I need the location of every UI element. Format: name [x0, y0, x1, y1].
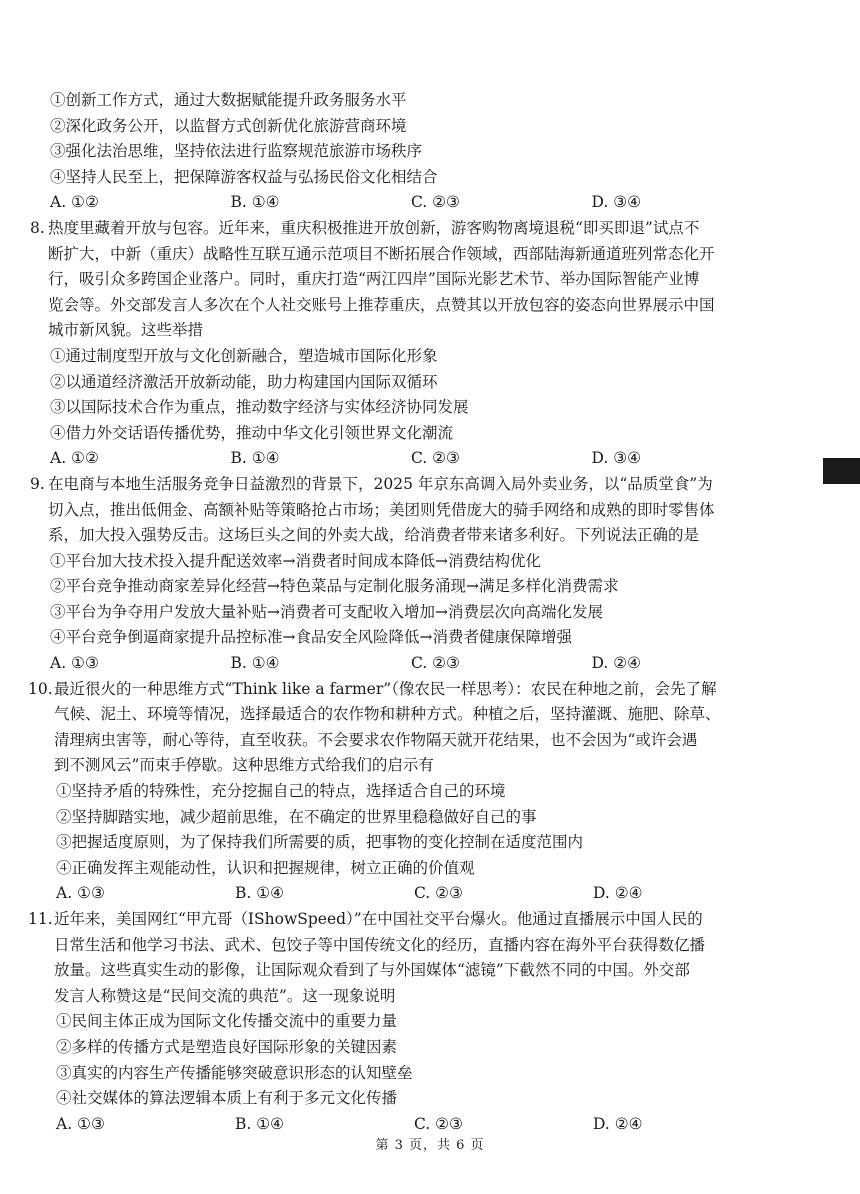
- option-line: ①民间主体正成为国际文化传播交流中的重要力量: [56, 1012, 398, 1031]
- answer-c[interactable]: C. ②③: [411, 449, 460, 468]
- answer-a[interactable]: A. ①②: [50, 193, 99, 212]
- page-footer: 第 3 页，共 6 页: [375, 1138, 485, 1153]
- option-line: ②平台竞争推动商家差异化经营→特色菜品与定制化服务涌现→满足多样化消费需求: [50, 577, 619, 596]
- option-line: ①坚持矛盾的特殊性，充分挖掘自己的特点，选择适合自己的环境: [56, 782, 506, 801]
- stem-line: 清理病虫害等，耐心等待，直至收获。不会要求农作物隔天就开花结果，也不会因为“或许会遇: [54, 730, 698, 749]
- option-line: ①创新工作方式，通过大数据赋能提升政务服务水平: [50, 91, 407, 109]
- question-8: [30, 216, 772, 344]
- answer-d[interactable]: D. ②④: [593, 884, 643, 903]
- option-line: ③强化法治思维，坚持依法进行监察规范旅游市场秩序: [50, 142, 423, 161]
- answer-b[interactable]: B. ①④: [235, 1114, 285, 1133]
- stem-line: 行，吸引众多跨国企业落户。同时，重庆打造“两江四岸”国际光影艺术节、举办国际智能产业博: [48, 270, 700, 289]
- answer-c[interactable]: C. ②③: [414, 884, 463, 903]
- stem-line: 切入点，推出低佣金、高额补贴等策略抢占市场；美团则凭借庞大的骑手网络和成熟的即时零售体: [48, 500, 715, 519]
- answer-d[interactable]: D. ②④: [593, 1114, 643, 1133]
- answer-c[interactable]: C. ②③: [411, 654, 460, 673]
- question-number: 11.: [28, 910, 53, 928]
- stem-line: 断扩大，中新（重庆）战略性互联互通示范项目不断拓展合作领域，西部陆海新通道班列常态化开: [48, 244, 715, 263]
- stem-line: 近年来，美国网红“甲亢哥（IShowSpeed）”在中国社交平台爆火。他通过直播展示中国人民的: [54, 910, 703, 928]
- answer-a[interactable]: A. ①③: [56, 1114, 105, 1133]
- answer-b[interactable]: B. ①④: [230, 654, 280, 673]
- question-stem: [48, 216, 772, 344]
- question-number: 8.: [30, 218, 45, 237]
- option-line: ④社交媒体的算法逻辑本质上有利于多元文化传播: [56, 1089, 398, 1108]
- option-line: ③平台为争夺用户发放大量补贴→消费者可支配收入增加→消费层次向高端化发展: [50, 602, 603, 621]
- option-line: ①平台加大技术投入提升配送效率→消费者时间成本降低→消费结构优化: [50, 551, 541, 570]
- stem-line: 发言人称赞这是“民间交流的典范”。这一现象说明: [54, 986, 396, 1005]
- answer-d[interactable]: D. ②④: [591, 654, 642, 673]
- stem-line: 到不测风云”而束手停歇。这种思维方式给我们的启示有: [54, 756, 434, 775]
- stem-line: 城市新风貌。这些举措: [48, 321, 204, 340]
- option-line: ②以通道经济激活开放新动能，助力构建国内国际双循环: [50, 372, 438, 391]
- answer-choices: [50, 651, 772, 677]
- stem-line: 系，加大投入强势反击。这场巨头之间的外卖大战，给消费者带来诸多利好。下列说法正确的是: [48, 526, 700, 545]
- option-line: ③真实的内容生产传播能够突破意识形态的认知壁垒: [56, 1063, 413, 1082]
- answer-c[interactable]: C. ②③: [414, 1114, 463, 1133]
- question-number: 9.: [30, 474, 45, 493]
- question-stem: [48, 472, 772, 549]
- option-line: ②多样的传播方式是塑造良好国际形象的关键因素: [56, 1037, 398, 1056]
- question-number: 10.: [28, 679, 53, 698]
- stem-line: 在电商与本地生活服务竞争日益激烈的背景下，2025 年京东高调入局外卖业务，以“品质堂食”为: [48, 474, 713, 493]
- answer-choices: [56, 881, 772, 907]
- option-line: ④平台竞争倒逼商家提升品控标准→食品安全风险降低→消费者健康保障增强: [50, 628, 572, 647]
- stem-line: 最近很火的一种思维方式“Think like a farmer”（像农民一样思考）：农民在种地之前，会先了解: [54, 679, 717, 698]
- question-8-options: [46, 344, 772, 472]
- answer-b[interactable]: B. ①④: [230, 193, 280, 212]
- answer-d[interactable]: D. ③④: [591, 193, 642, 212]
- option-line: ②深化政务公开，以监督方式创新优化旅游营商环境: [50, 116, 407, 135]
- option-line: ④借力外交话语传播优势，推动中华文化引领世界文化潮流: [50, 423, 454, 442]
- question-11: [28, 907, 772, 1009]
- answer-a[interactable]: A. ①②: [50, 449, 99, 468]
- option-line: ③以国际技术合作为重点，推动数字经济与实体经济协同发展: [50, 398, 469, 417]
- answer-b[interactable]: B. ①④: [235, 884, 285, 903]
- question-11-options: [46, 1009, 772, 1137]
- page-content: [28, 88, 772, 1137]
- stem-line: 日常生活和他学习书法、武术、包饺子等中国传统文化的经历，直播内容在海外平台获得数亿播: [54, 935, 706, 954]
- question-10: [28, 677, 772, 779]
- option-line: ②坚持脚踏实地，减少超前思维，在不确定的世界里稳稳做好自己的事: [56, 807, 537, 826]
- page-edge-tab: [823, 458, 860, 484]
- answer-choices: [50, 446, 772, 472]
- stem-line: 气候、泥土、环境等情况，选择最适合的农作物和耕种方式。种植之后，坚持灌溉、施肥、除草、: [54, 705, 721, 724]
- question-stem: [54, 677, 772, 779]
- stem-line: 热度里藏着开放与包容。近年来，重庆积极推进开放创新，游客购物离境退税“即买即退”试点不: [48, 218, 700, 237]
- option-line: ①通过制度型开放与文化创新融合，塑造城市国际化形象: [50, 346, 438, 365]
- answer-a[interactable]: A. ①③: [50, 654, 99, 673]
- option-line: ④坚持人民至上，把保障游客权益与弘扬民俗文化相结合: [50, 167, 438, 186]
- question-stem: [54, 907, 772, 1009]
- answer-d[interactable]: D. ③④: [591, 449, 642, 468]
- question-9: [30, 472, 772, 549]
- question-9-options: [46, 549, 772, 677]
- answer-c[interactable]: C. ②③: [411, 193, 460, 212]
- option-line: ④正确发挥主观能动性，认识和把握规律，树立正确的价值观: [56, 858, 475, 877]
- stem-line: 放量。这些真实生动的影像，让国际观众看到了与外国媒体“滤镜”下截然不同的中国。外交部: [54, 961, 690, 980]
- answer-a[interactable]: A. ①③: [56, 884, 105, 903]
- question-7-options: [46, 88, 772, 216]
- stem-line: 览会等。外交部发言人多次在个人社交账号上推荐重庆，点赞其以开放包容的姿态向世界展示中国: [48, 295, 715, 314]
- answer-b[interactable]: B. ①④: [230, 449, 280, 468]
- option-line: ③把握适度原则，为了保持我们所需要的质，把事物的变化控制在适度范围内: [56, 833, 584, 852]
- answer-choices: [50, 190, 772, 216]
- question-10-options: [46, 779, 772, 907]
